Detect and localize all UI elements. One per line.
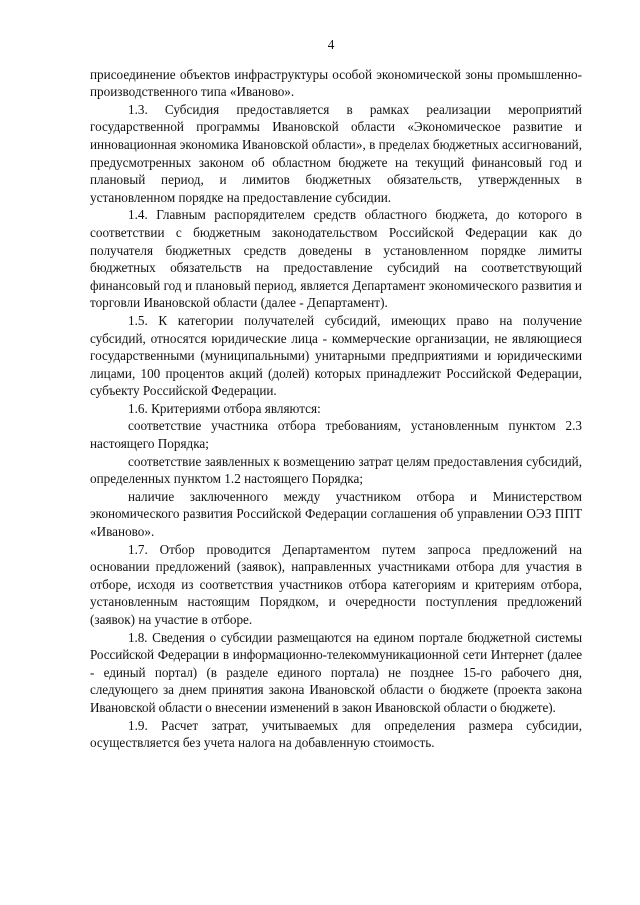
criterion-2: соответствие заявленных к возмещению затрат целям предоставления субсидий, определенных пунктом 1.2 настоящего Порядка; <box>90 453 582 487</box>
criterion-3: наличие заключенного между участником отбора и Министерством экономического развития Российской Федерации соглашения об управлении ОЭЗ ППТ «Иваново». <box>90 488 582 540</box>
page-number: 4 <box>327 37 335 52</box>
paragraph-1-4: 1.4. Главным распорядителем средств областного бюджета, до которого в соответствии с бюджетным законодательством Российской Федерации как до получателя бюджетных средств доведены в установленном порядке лимиты бюджетных обязательств на предоставление субсидий на соответствующий финансовый год и плановый период, является Департамент экономического развития и торговли Ивановской области (далее - Департамент). <box>90 207 582 311</box>
paragraph-1-5: 1.5. К категории получателей субсидий, имеющих право на получение субсидий, относятся юридические лица - коммерческие организации, не являющиеся государственными (муниципальными) унитарными предприятиями и юридическими лицами, 100 процентов акций (долей) которых принадлежит Российской Федерации, субъекту Российской Федерации. <box>90 312 582 399</box>
document-page <box>90 36 582 752</box>
paragraph-1-3: 1.3. Субсидия предоставляется в рамках реализации мероприятий государственной программы Ивановской области «Экономическое развитие и инновационная экономика Ивановской области», в пределах бюджетных ассигнований, предусмотренных законом об областном бюджете на текущий финансовый год и плановый период, и лимитов бюджетных обязательств, утвержденных в установленном порядке на предоставление субсидии. <box>90 101 582 205</box>
criterion-1: соответствие участника отбора требованиям, установленным пунктом 2.3 настоящего Порядка; <box>90 418 582 452</box>
paragraph-1-8: 1.8. Сведения о субсидии размещаются на едином портале бюджетной системы Российской Федерации в информационно-телекоммуникационной сети Интернет (далее - единый портал) (в разделе единого портала) не позднее 15-го рабочего дня, следующего за днем принятия закона Ивановской области о бюджете (проекта закона Ивановской области о внесении изменений в закон Ивановской области о бюджете). <box>90 629 582 715</box>
paragraph-1-6: 1.6. Критериями отбора являются: <box>128 400 321 416</box>
paragraph-continuation: присоединение объектов инфраструктуры особой экономической зоны промышленно-производственного типа «Иваново». <box>90 66 582 100</box>
paragraph-1-9: 1.9. Расчет затрат, учитываемых для определения размера субсидии, осуществляется без учета налога на добавленную стоимость. <box>90 717 582 751</box>
paragraph-1-7: 1.7. Отбор проводится Департаментом путем запроса предложений на основании предложений (заявок), направленных участниками отбора для участия в отборе, исходя из соответствия участников отбора категориям и критериям отбора, установленным настоящим Порядком, и очередности поступления предложений (заявок) на участие в отборе. <box>90 541 582 627</box>
